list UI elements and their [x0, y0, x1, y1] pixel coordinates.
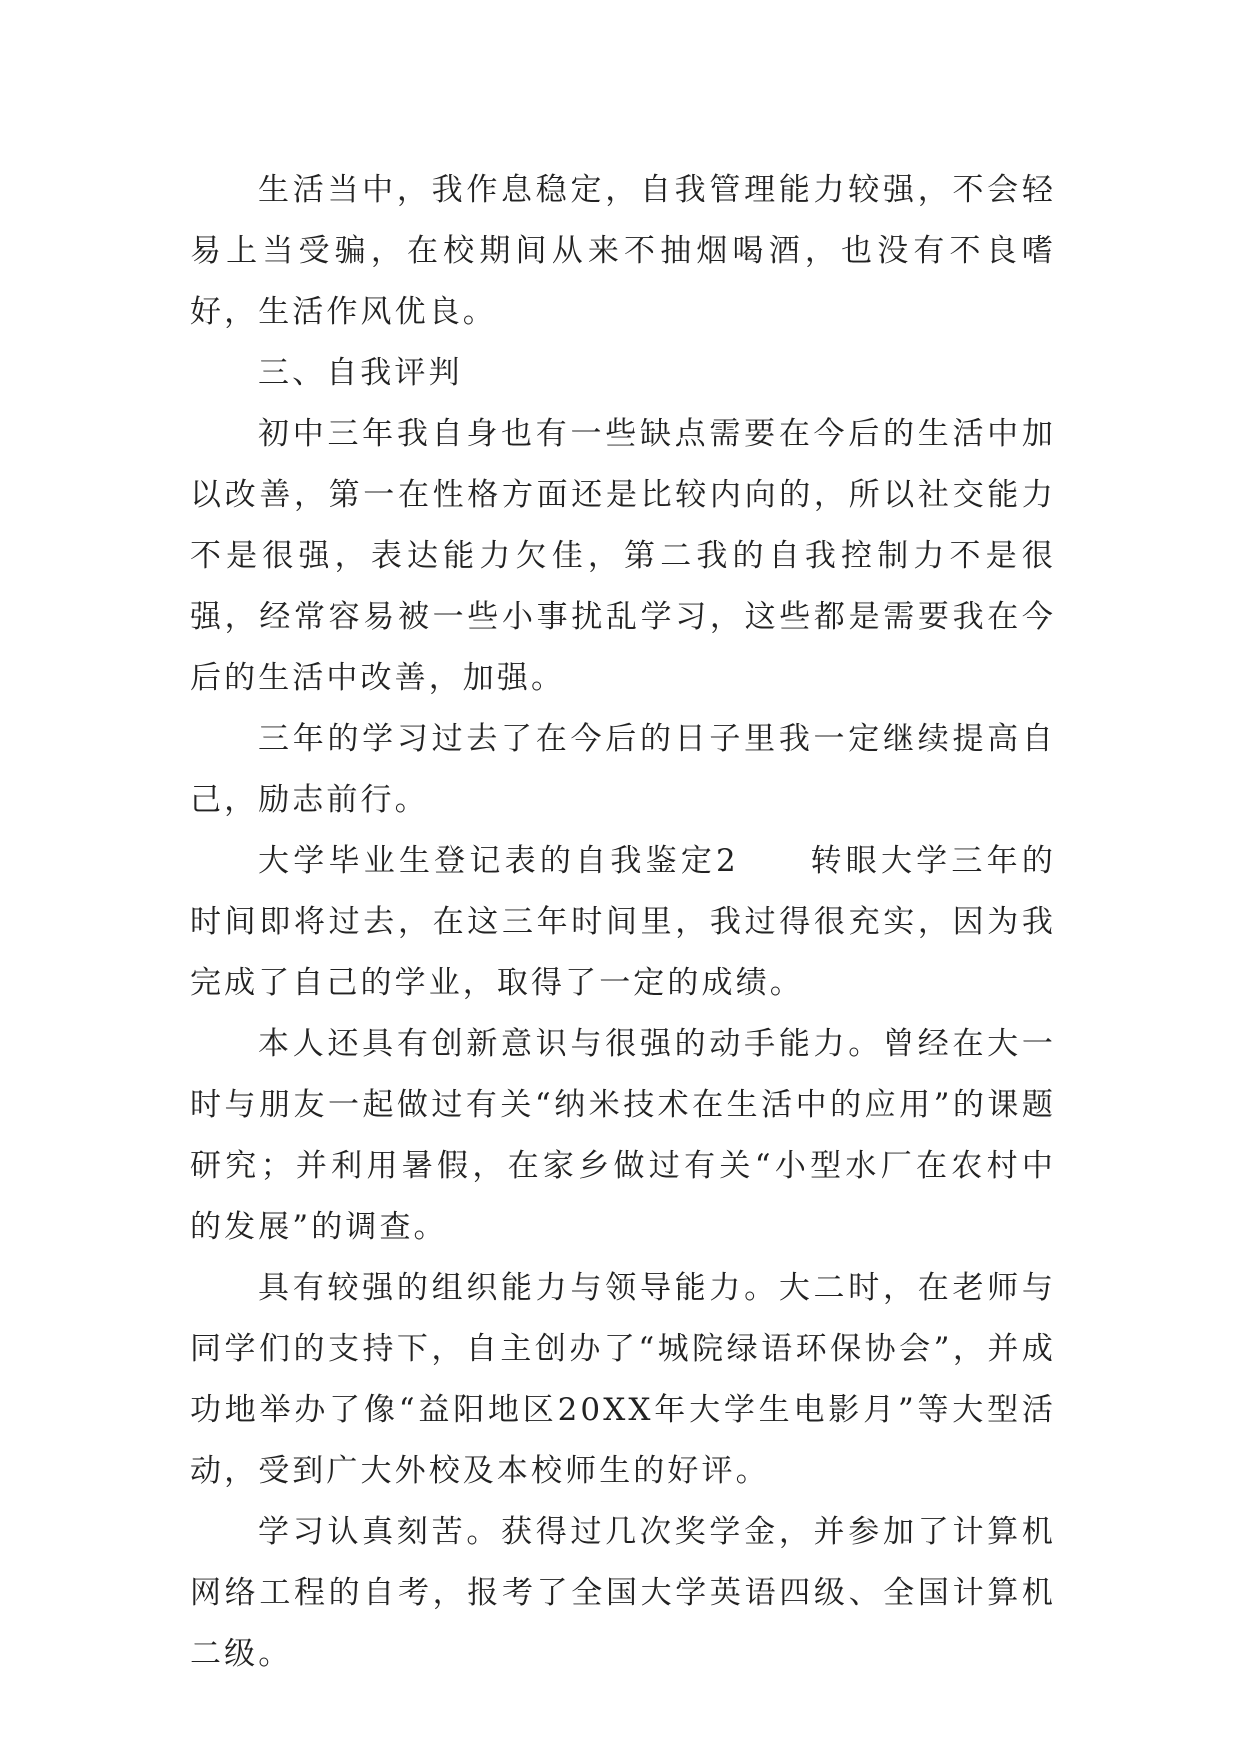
paragraph-study: 学习认真刻苦。获得过几次奖学金，并参加了计算机网络工程的自考，报考了全国大学英语四级、全国计算机二级。 [190, 1514, 1056, 1672]
paragraph-conclusion: 三年的学习过去了在今后的日子里我一定继续提高自己，励志前行。 [190, 721, 1056, 818]
paragraph-appraisal-2-intro: 大学毕业生登记表的自我鉴定2 转眼大学三年的时间即将过去，在这三年时间里，我过得很充实，因为我完成了自己的学业，取得了一定的成绩。 [190, 843, 1056, 1001]
paragraph-innovation: 本人还具有创新意识与很强的动手能力。曾经在大一时与朋友一起做过有关“纳米技术在生活中的应用”的课题研究；并利用暑假，在家乡做过有关“小型水厂在农村中的发展”的调查。 [190, 1026, 1056, 1245]
paragraph-life-habits: 生活当中，我作息稳定，自我管理能力较强，不会轻易上当受骗，在校期间从来不抽烟喝酒，也没有不良嗜好，生活作风优良。 [190, 172, 1056, 330]
section-heading-self-evaluation: 三、自我评判 [258, 355, 463, 391]
document-body [190, 160, 1056, 1685]
paragraph-shortcomings: 初中三年我自身也有一些缺点需要在今后的生活中加以改善，第一在性格方面还是比较内向的，所以社交能力不是很强，表达能力欠佳，第二我的自我控制力不是很强，经常容易被一些小事扰乱学习，这些都是需要我在今后的生活中改善，加强。 [190, 416, 1056, 696]
paragraph-leadership: 具有较强的组织能力与领导能力。大二时，在老师与同学们的支持下，自主创办了“城院绿语环保协会”，并成功地举办了像“益阳地区20XX年大学生电影月”等大型活动，受到广大外校及本校师生的好评。 [190, 1270, 1056, 1489]
